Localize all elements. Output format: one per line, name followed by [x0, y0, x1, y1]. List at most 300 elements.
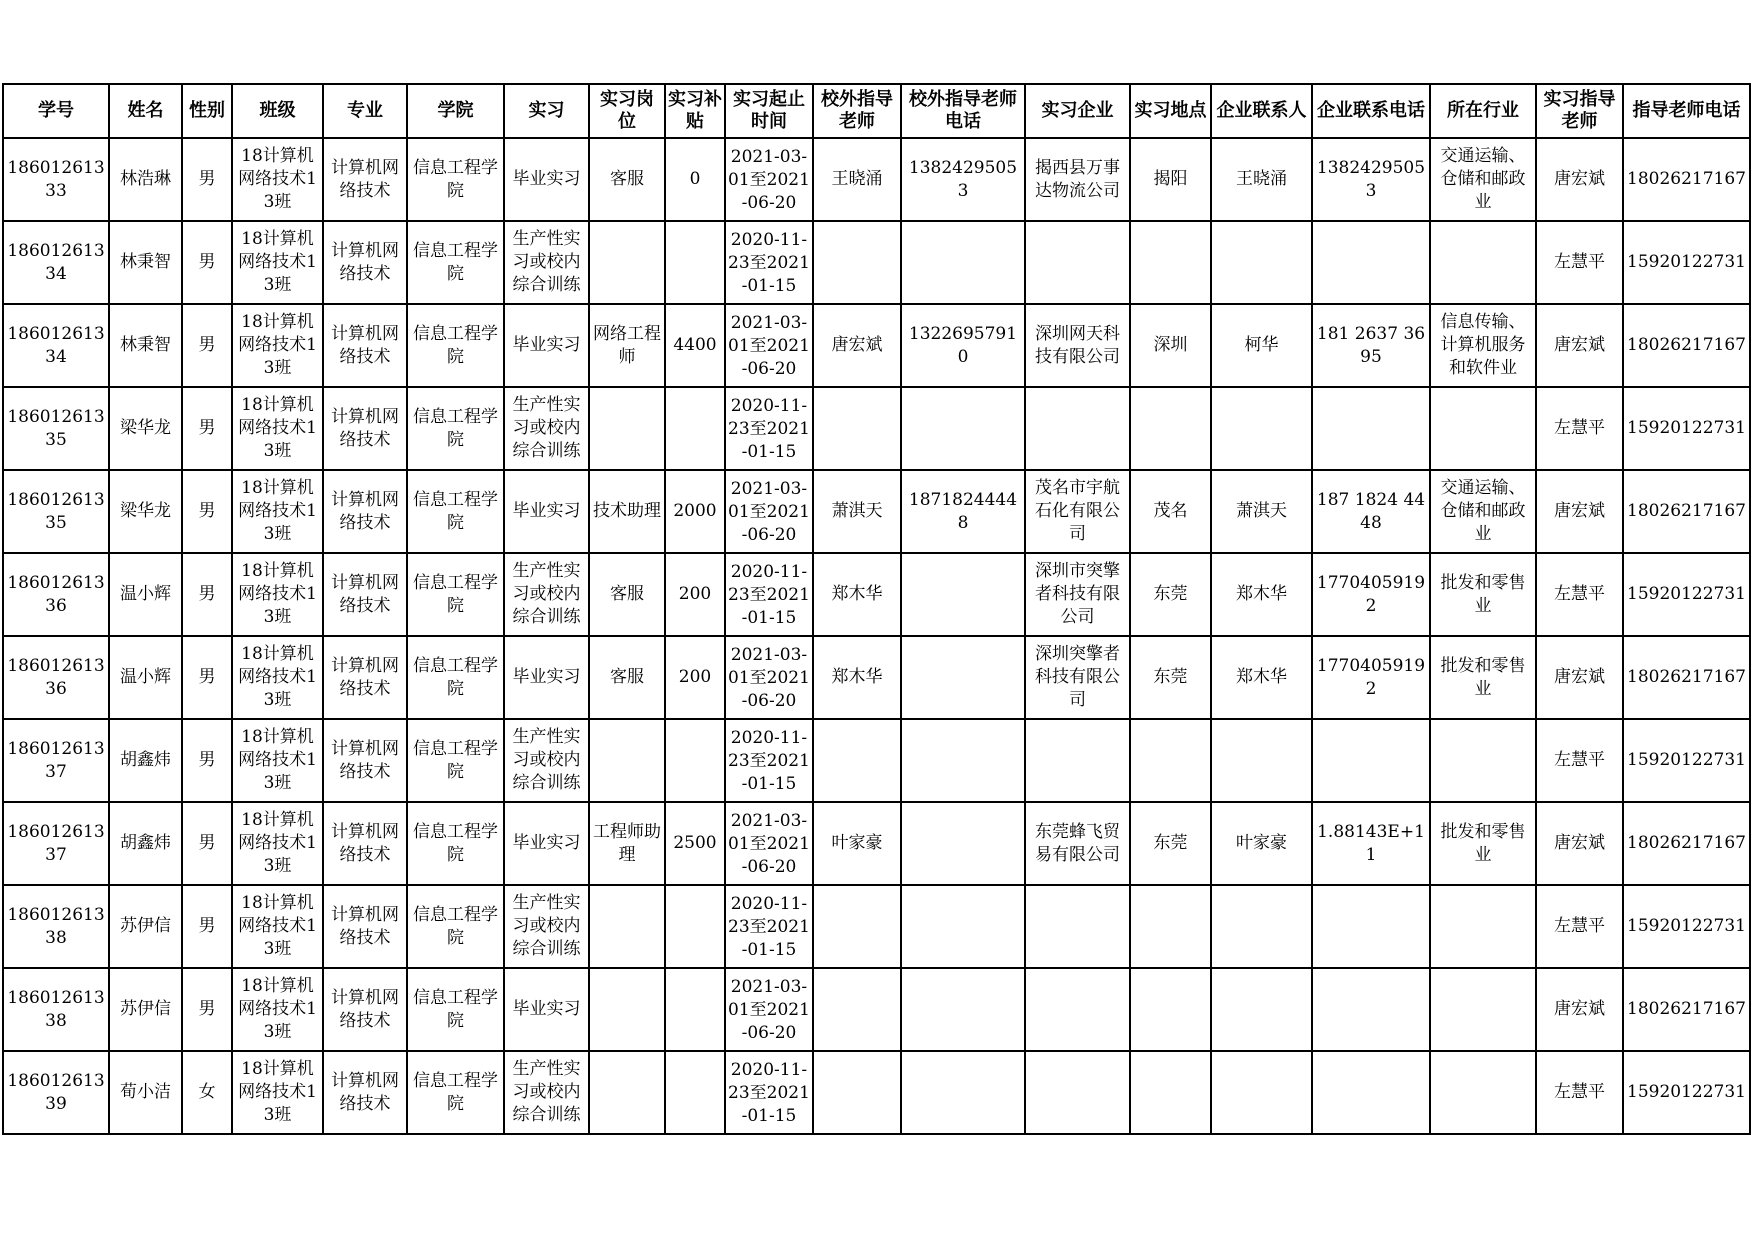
- student-id-cell: [3, 387, 109, 470]
- external-advisor-phone-cell: [901, 470, 1025, 553]
- industry-cell: [1430, 719, 1536, 802]
- internship-advisor-cell: [1536, 387, 1623, 470]
- internship-position-cell: [589, 304, 665, 387]
- college-text: 信息工程学院: [413, 572, 498, 616]
- industry-cell: [1430, 138, 1536, 221]
- internship-period-text: 2021-03-01至2021-06-20: [728, 976, 810, 1043]
- column-header-external-advisor-phone: 校外指导老师电话: [901, 84, 1025, 138]
- name-text: 林秉智: [120, 335, 171, 355]
- column-header-industry: 所在行业: [1430, 84, 1536, 138]
- major-text: 计算机网络技术: [331, 406, 399, 450]
- table-row: [3, 553, 1750, 636]
- table-row: [3, 802, 1750, 885]
- name-text: 梁华龙: [120, 501, 171, 521]
- major-cell: [323, 470, 407, 553]
- company-contact-text: 郑木华: [1236, 584, 1287, 604]
- internship-period-text: 2020-11-23至2021-01-15: [728, 395, 810, 462]
- class-cell: [232, 553, 323, 636]
- internship-subsidy-cell: [665, 470, 725, 553]
- internship-subsidy-text: 2500: [673, 833, 717, 853]
- company-contact-cell: [1211, 138, 1312, 221]
- external-advisor-text: 叶家豪: [831, 833, 883, 853]
- college-text: 信息工程学院: [413, 157, 498, 201]
- advisor-phone-cell: [1623, 968, 1750, 1051]
- company-contact-cell: [1211, 802, 1312, 885]
- external-advisor-text: 王晓涌: [831, 169, 883, 189]
- gender-text: 男: [198, 999, 216, 1019]
- gender-cell: [182, 1051, 232, 1134]
- advisor-phone-cell: [1623, 636, 1750, 719]
- gender-cell: [182, 221, 232, 304]
- major-text: 计算机网络技术: [331, 489, 399, 533]
- gender-text: 男: [198, 750, 216, 770]
- external-advisor-cell: [813, 138, 901, 221]
- student-id-text: 18601261333: [7, 157, 105, 201]
- name-text: 胡鑫炜: [120, 833, 171, 853]
- external-advisor-text: 郑木华: [831, 584, 883, 604]
- company-contact-phone-text: 17704059192: [1316, 572, 1426, 616]
- internship-advisor-cell: [1536, 221, 1623, 304]
- major-cell: [323, 138, 407, 221]
- internship-period-cell: [725, 470, 813, 553]
- class-text: 18计算机网络技术13班: [238, 810, 317, 876]
- internship-type-text: 生产性实习或校内综合训练: [512, 395, 581, 461]
- external-advisor-phone-cell: [901, 221, 1025, 304]
- internship-position-cell: [589, 1051, 665, 1134]
- advisor-phone-cell: [1623, 387, 1750, 470]
- external-advisor-phone-cell: [901, 968, 1025, 1051]
- internship-type-text: 生产性实习或校内综合训练: [512, 893, 581, 959]
- company-contact-phone-cell: [1312, 221, 1430, 304]
- table-row: [3, 304, 1750, 387]
- internship-type-text: 毕业实习: [512, 335, 581, 355]
- header-row: [3, 84, 1750, 138]
- internship-type-text: 生产性实习或校内综合训练: [512, 727, 581, 793]
- internship-period-cell: [725, 387, 813, 470]
- college-text: 信息工程学院: [413, 655, 498, 699]
- college-cell: [407, 470, 504, 553]
- industry-text: 交通运输、仓储和邮政业: [1440, 146, 1526, 212]
- company-contact-cell: [1211, 885, 1312, 968]
- major-cell: [323, 968, 407, 1051]
- company-contact-phone-text: 17704059192: [1316, 655, 1426, 699]
- student-id-cell: [3, 221, 109, 304]
- name-cell: [109, 719, 182, 802]
- company-contact-phone-cell: [1312, 304, 1430, 387]
- class-text: 18计算机网络技术13班: [238, 976, 317, 1042]
- college-cell: [407, 802, 504, 885]
- name-cell: [109, 470, 182, 553]
- advisor-phone-text: 15920122731: [1627, 916, 1746, 936]
- student-id-text: 18601261334: [7, 323, 105, 367]
- major-cell: [323, 885, 407, 968]
- company-contact-text: 叶家豪: [1236, 833, 1287, 853]
- internship-period-cell: [725, 885, 813, 968]
- major-text: 计算机网络技术: [331, 323, 399, 367]
- student-id-text: 18601261335: [7, 489, 105, 533]
- column-header-major: 专业: [323, 84, 407, 138]
- internship-location-cell: [1130, 636, 1211, 719]
- name-cell: [109, 138, 182, 221]
- company-contact-cell: [1211, 968, 1312, 1051]
- class-cell: [232, 719, 323, 802]
- internship-period-text: 2020-11-23至2021-01-15: [728, 727, 810, 794]
- internship-company-cell: [1025, 221, 1130, 304]
- advisor-phone-text: 15920122731: [1627, 1082, 1746, 1102]
- column-header-college: 学院: [407, 84, 504, 138]
- internship-subsidy-text: 2000: [673, 501, 717, 521]
- major-text: 计算机网络技术: [331, 987, 399, 1031]
- name-cell: [109, 553, 182, 636]
- internship-advisor-cell: [1536, 138, 1623, 221]
- student-id-cell: [3, 553, 109, 636]
- class-text: 18计算机网络技术13班: [238, 146, 317, 212]
- advisor-phone-text: 18026217167: [1627, 501, 1746, 521]
- column-header-advisor-phone: 指导老师电话: [1623, 84, 1750, 138]
- name-text: 温小辉: [120, 667, 171, 687]
- external-advisor-phone-cell: [901, 138, 1025, 221]
- internship-period-text: 2021-03-01至2021-06-20: [728, 810, 810, 877]
- college-text: 信息工程学院: [413, 1070, 498, 1114]
- gender-cell: [182, 719, 232, 802]
- internship-position-cell: [589, 968, 665, 1051]
- internship-subsidy-text: 200: [678, 584, 712, 604]
- internship-advisor-cell: [1536, 968, 1623, 1051]
- external-advisor-cell: [813, 968, 901, 1051]
- internship-position-text: 客服: [610, 667, 644, 687]
- advisor-phone-text: 18026217167: [1627, 169, 1746, 189]
- name-cell: [109, 1051, 182, 1134]
- internship-company-cell: [1025, 1051, 1130, 1134]
- external-advisor-cell: [813, 304, 901, 387]
- column-header-internship-location: 实习地点: [1130, 84, 1211, 138]
- student-id-text: 18601261337: [7, 738, 105, 782]
- internship-company-text: 东莞蜂飞贸易有限公司: [1035, 821, 1120, 865]
- internship-company-cell: [1025, 553, 1130, 636]
- college-text: 信息工程学院: [413, 738, 498, 782]
- external-advisor-text: 唐宏斌: [831, 335, 883, 355]
- college-cell: [407, 719, 504, 802]
- college-text: 信息工程学院: [413, 240, 498, 284]
- column-header-internship-position: 实习岗位: [589, 84, 665, 138]
- internship-location-cell: [1130, 470, 1211, 553]
- college-text: 信息工程学院: [413, 323, 498, 367]
- internship-subsidy-cell: [665, 221, 725, 304]
- internship-location-cell: [1130, 1051, 1211, 1134]
- company-contact-phone-cell: [1312, 636, 1430, 719]
- column-header-external-advisor: 校外指导老师: [813, 84, 901, 138]
- table-row: [3, 636, 1750, 719]
- column-header-company-contact-phone: 企业联系电话: [1312, 84, 1430, 138]
- name-cell: [109, 387, 182, 470]
- college-cell: [407, 138, 504, 221]
- internship-location-cell: [1130, 802, 1211, 885]
- major-text: 计算机网络技术: [331, 1070, 399, 1114]
- table-row: [3, 885, 1750, 968]
- internship-period-cell: [725, 304, 813, 387]
- company-contact-phone-text: 187 1824 4448: [1316, 489, 1426, 533]
- major-text: 计算机网络技术: [331, 157, 399, 201]
- college-text: 信息工程学院: [413, 904, 498, 948]
- advisor-phone-text: 15920122731: [1627, 750, 1746, 770]
- gender-cell: [182, 470, 232, 553]
- industry-text: 批发和零售业: [1440, 655, 1526, 699]
- table-row: [3, 719, 1750, 802]
- gender-text: 男: [198, 252, 216, 272]
- company-contact-phone-text: 13824295053: [1316, 157, 1426, 201]
- advisor-phone-text: 15920122731: [1627, 252, 1746, 272]
- student-id-text: 18601261338: [7, 904, 105, 948]
- industry-text: 批发和零售业: [1440, 821, 1526, 865]
- name-text: 林浩琳: [120, 169, 171, 189]
- major-cell: [323, 636, 407, 719]
- college-text: 信息工程学院: [413, 489, 498, 533]
- internship-advisor-text: 唐宏斌: [1554, 501, 1605, 521]
- column-header-name: 姓名: [109, 84, 182, 138]
- external-advisor-phone-text: 13226957910: [908, 323, 1018, 367]
- major-cell: [323, 1051, 407, 1134]
- internship-advisor-text: 唐宏斌: [1554, 335, 1605, 355]
- company-contact-phone-cell: [1312, 138, 1430, 221]
- advisor-phone-cell: [1623, 802, 1750, 885]
- internship-location-text: 深圳: [1153, 335, 1188, 355]
- internship-position-cell: [589, 470, 665, 553]
- college-cell: [407, 221, 504, 304]
- company-contact-phone-cell: [1312, 553, 1430, 636]
- external-advisor-cell: [813, 1051, 901, 1134]
- college-text: 信息工程学院: [413, 821, 498, 865]
- external-advisor-cell: [813, 636, 901, 719]
- internship-subsidy-cell: [665, 1051, 725, 1134]
- company-contact-cell: [1211, 470, 1312, 553]
- class-cell: [232, 138, 323, 221]
- major-text: 计算机网络技术: [331, 904, 399, 948]
- company-contact-text: 萧淇天: [1236, 501, 1287, 521]
- class-cell: [232, 221, 323, 304]
- class-cell: [232, 802, 323, 885]
- external-advisor-phone-text: 18718244448: [908, 489, 1018, 533]
- internship-position-cell: [589, 719, 665, 802]
- internship-subsidy-cell: [665, 553, 725, 636]
- internship-position-cell: [589, 636, 665, 719]
- external-advisor-cell: [813, 470, 901, 553]
- internship-position-cell: [589, 221, 665, 304]
- external-advisor-text: 萧淇天: [831, 501, 883, 521]
- company-contact-cell: [1211, 636, 1312, 719]
- advisor-phone-cell: [1623, 885, 1750, 968]
- company-contact-phone-cell: [1312, 470, 1430, 553]
- company-contact-phone-cell: [1312, 968, 1430, 1051]
- column-header-internship-advisor: 实习指导老师: [1536, 84, 1623, 138]
- column-header-internship-subsidy: 实习补贴: [665, 84, 725, 138]
- internship-period-cell: [725, 1051, 813, 1134]
- gender-text: 男: [198, 667, 216, 687]
- internship-subsidy-cell: [665, 304, 725, 387]
- college-cell: [407, 885, 504, 968]
- gender-text: 男: [198, 418, 216, 438]
- internship-advisor-text: 唐宏斌: [1554, 667, 1605, 687]
- internship-position-cell: [589, 553, 665, 636]
- student-id-cell: [3, 968, 109, 1051]
- internship-location-cell: [1130, 719, 1211, 802]
- gender-cell: [182, 304, 232, 387]
- internship-type-cell: [504, 636, 589, 719]
- internship-company-cell: [1025, 719, 1130, 802]
- industry-cell: [1430, 304, 1536, 387]
- table-body: [3, 138, 1750, 1134]
- student-id-text: 18601261338: [7, 987, 105, 1031]
- internship-period-cell: [725, 802, 813, 885]
- student-id-text: 18601261336: [7, 655, 105, 699]
- internship-advisor-text: 唐宏斌: [1554, 833, 1605, 853]
- internship-subsidy-cell: [665, 885, 725, 968]
- class-text: 18计算机网络技术13班: [238, 561, 317, 627]
- internship-company-text: 深圳市突擎者科技有限公司: [1035, 561, 1120, 627]
- class-text: 18计算机网络技术13班: [238, 478, 317, 544]
- internship-type-text: 毕业实习: [512, 999, 581, 1019]
- internship-period-cell: [725, 138, 813, 221]
- internship-period-text: 2020-11-23至2021-01-15: [728, 1059, 810, 1126]
- class-cell: [232, 387, 323, 470]
- column-header-internship-type: 实习: [504, 84, 589, 138]
- internship-position-text: 客服: [610, 169, 644, 189]
- internship-advisor-cell: [1536, 885, 1623, 968]
- internship-period-text: 2020-11-23至2021-01-15: [728, 561, 810, 628]
- external-advisor-phone-cell: [901, 553, 1025, 636]
- advisor-phone-text: 18026217167: [1627, 335, 1746, 355]
- name-text: 荀小洁: [120, 1082, 171, 1102]
- column-header-internship-company: 实习企业: [1025, 84, 1130, 138]
- external-advisor-cell: [813, 553, 901, 636]
- student-id-text: 18601261337: [7, 821, 105, 865]
- internship-advisor-text: 唐宏斌: [1554, 999, 1605, 1019]
- major-text: 计算机网络技术: [331, 655, 399, 699]
- internship-company-cell: [1025, 138, 1130, 221]
- advisor-phone-cell: [1623, 1051, 1750, 1134]
- major-cell: [323, 221, 407, 304]
- internship-subsidy-text: 4400: [673, 335, 717, 355]
- class-cell: [232, 636, 323, 719]
- internship-advisor-text: 左慧平: [1554, 252, 1605, 272]
- internship-type-cell: [504, 221, 589, 304]
- table-row: [3, 138, 1750, 221]
- external-advisor-phone-cell: [901, 304, 1025, 387]
- name-cell: [109, 802, 182, 885]
- class-text: 18计算机网络技术13班: [238, 229, 317, 295]
- company-contact-cell: [1211, 553, 1312, 636]
- table-row: [3, 387, 1750, 470]
- advisor-phone-cell: [1623, 138, 1750, 221]
- gender-text: 男: [198, 833, 216, 853]
- column-header-class: 班级: [232, 84, 323, 138]
- major-text: 计算机网络技术: [331, 572, 399, 616]
- student-id-cell: [3, 1051, 109, 1134]
- company-contact-text: 郑木华: [1236, 667, 1287, 687]
- name-text: 林秉智: [120, 252, 171, 272]
- internship-type-text: 毕业实习: [512, 833, 581, 853]
- column-header-student-id: 学号: [3, 84, 109, 138]
- company-contact-phone-cell: [1312, 802, 1430, 885]
- internship-type-cell: [504, 802, 589, 885]
- class-cell: [232, 1051, 323, 1134]
- company-contact-phone-cell: [1312, 387, 1430, 470]
- student-id-cell: [3, 885, 109, 968]
- class-text: 18计算机网络技术13班: [238, 644, 317, 710]
- internship-advisor-cell: [1536, 719, 1623, 802]
- column-header-company-contact: 企业联系人: [1211, 84, 1312, 138]
- internship-advisor-text: 唐宏斌: [1554, 169, 1605, 189]
- internship-location-cell: [1130, 968, 1211, 1051]
- internship-company-text: 茂名市宇航石化有限公司: [1035, 478, 1120, 544]
- internship-type-text: 生产性实习或校内综合训练: [512, 229, 581, 295]
- internship-period-text: 2021-03-01至2021-06-20: [728, 312, 810, 379]
- external-advisor-cell: [813, 802, 901, 885]
- major-cell: [323, 304, 407, 387]
- internship-company-cell: [1025, 470, 1130, 553]
- major-text: 计算机网络技术: [331, 821, 399, 865]
- external-advisor-phone-cell: [901, 387, 1025, 470]
- internship-advisor-text: 左慧平: [1554, 1082, 1605, 1102]
- internship-type-cell: [504, 553, 589, 636]
- internship-type-text: 生产性实习或校内综合训练: [512, 561, 581, 627]
- internship-advisor-cell: [1536, 304, 1623, 387]
- internship-advisor-text: 左慧平: [1554, 750, 1605, 770]
- gender-text: 男: [198, 169, 216, 189]
- internship-type-cell: [504, 304, 589, 387]
- internship-advisor-cell: [1536, 470, 1623, 553]
- gender-text: 男: [198, 335, 216, 355]
- advisor-phone-cell: [1623, 304, 1750, 387]
- external-advisor-cell: [813, 719, 901, 802]
- external-advisor-phone-cell: [901, 636, 1025, 719]
- company-contact-cell: [1211, 719, 1312, 802]
- internship-type-cell: [504, 470, 589, 553]
- college-cell: [407, 553, 504, 636]
- class-text: 18计算机网络技术13班: [238, 395, 317, 461]
- internship-advisor-text: 左慧平: [1554, 418, 1605, 438]
- internship-position-text: 技术助理: [593, 501, 661, 521]
- company-contact-phone-cell: [1312, 719, 1430, 802]
- gender-text: 男: [198, 584, 216, 604]
- gender-cell: [182, 138, 232, 221]
- advisor-phone-text: 18026217167: [1627, 667, 1746, 687]
- name-text: 苏伊信: [120, 916, 171, 936]
- internship-table: [2, 83, 1751, 1135]
- class-cell: [232, 968, 323, 1051]
- internship-company-cell: [1025, 885, 1130, 968]
- internship-company-text: 揭西县万事达物流公司: [1035, 157, 1120, 201]
- industry-cell: [1430, 387, 1536, 470]
- student-id-cell: [3, 470, 109, 553]
- major-cell: [323, 802, 407, 885]
- internship-type-cell: [504, 968, 589, 1051]
- major-text: 计算机网络技术: [331, 738, 399, 782]
- table-row: [3, 221, 1750, 304]
- company-contact-phone-cell: [1312, 885, 1430, 968]
- company-contact-cell: [1211, 221, 1312, 304]
- industry-text: 批发和零售业: [1440, 572, 1526, 616]
- internship-period-cell: [725, 719, 813, 802]
- internship-subsidy-cell: [665, 968, 725, 1051]
- internship-subsidy-text: 200: [678, 667, 712, 687]
- industry-cell: [1430, 470, 1536, 553]
- internship-subsidy-text: 0: [689, 169, 701, 189]
- industry-cell: [1430, 1051, 1536, 1134]
- advisor-phone-text: 18026217167: [1627, 999, 1746, 1019]
- company-contact-text: 柯华: [1244, 335, 1279, 355]
- internship-type-text: 生产性实习或校内综合训练: [512, 1059, 581, 1125]
- internship-subsidy-cell: [665, 387, 725, 470]
